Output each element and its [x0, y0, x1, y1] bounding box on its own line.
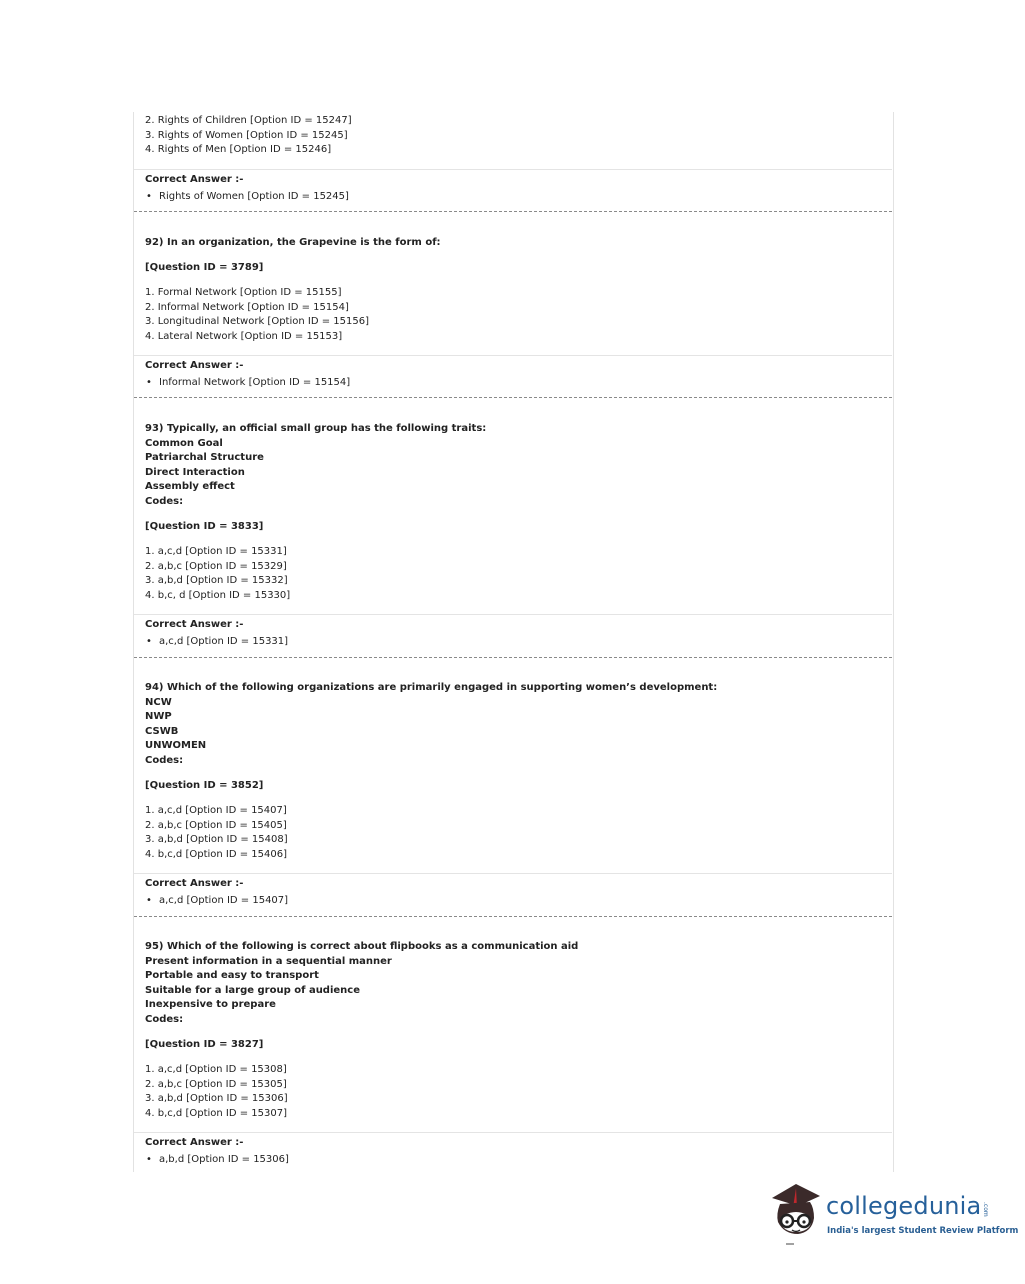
- correct-answer: • a,c,d [Option ID = 15407]: [145, 894, 885, 909]
- option: 1. a,c,d [Option ID = 15331]: [145, 546, 287, 557]
- question-id-block: [145, 520, 885, 535]
- mascot-icon: [766, 1178, 824, 1248]
- logo-wordmark: collegedunia: [826, 1192, 982, 1220]
- correct-answer-label: Correct Answer :-: [145, 174, 244, 185]
- option: 1. a,c,d [Option ID = 15308]: [145, 1064, 287, 1075]
- option: 1. Formal Network [Option ID = 15155]: [145, 287, 342, 298]
- question-title: 94) Which of the following organizations are primarily engaged in supporting women’s development:: [145, 682, 718, 693]
- question-item: Inexpensive to prepare: [145, 999, 276, 1011]
- correct-answer: • a,b,d [Option ID = 15306]: [145, 1153, 885, 1168]
- question-item: Direct Interaction: [145, 466, 245, 478]
- correct-answer-label: Correct Answer :-: [145, 360, 244, 371]
- option: 2. Rights of Children [Option ID = 15247]: [145, 115, 352, 126]
- correct-answer-block: [145, 1136, 885, 1167]
- correct-answer-label: Correct Answer :-: [145, 619, 244, 630]
- question-id: [Question ID = 3852]: [145, 780, 264, 791]
- question-item: UNWOMEN: [145, 740, 207, 752]
- options-list: [145, 545, 885, 603]
- option: 2. Informal Network [Option ID = 15154]: [145, 301, 349, 313]
- question-item: Codes:: [145, 1013, 184, 1025]
- question-separator: [134, 916, 892, 917]
- question-separator: [134, 211, 892, 212]
- option: 2. a,b,c [Option ID = 15329]: [145, 560, 287, 572]
- options-list: [145, 114, 885, 158]
- question-id-block: [145, 779, 885, 794]
- question-item: Portable and easy to transport: [145, 970, 319, 982]
- logo-suffix: .com: [982, 1202, 989, 1217]
- section-divider: [134, 614, 892, 615]
- question-item: NWP: [145, 711, 172, 723]
- question-item: Codes:: [145, 754, 184, 766]
- question-id: [Question ID = 3833]: [145, 521, 264, 532]
- option: 1. a,c,d [Option ID = 15407]: [145, 805, 287, 816]
- question-separator: [134, 657, 892, 658]
- option: 3. a,b,d [Option ID = 15408]: [145, 834, 288, 846]
- options-list: [145, 286, 885, 344]
- question-separator: [134, 397, 892, 398]
- option: 3. a,b,d [Option ID = 15332]: [145, 575, 288, 587]
- correct-answer-block: [145, 359, 885, 390]
- question-stem: [145, 681, 885, 769]
- option: 3. Rights of Women [Option ID = 15245]: [145, 129, 348, 141]
- question-item: Patriarchal Structure: [145, 452, 264, 464]
- correct-answer-label: Correct Answer :-: [145, 1137, 244, 1148]
- option: 3. a,b,d [Option ID = 15306]: [145, 1093, 288, 1105]
- correct-answer: • Informal Network [Option ID = 15154]: [145, 376, 885, 391]
- correct-answer-block: [145, 173, 885, 204]
- question-item: Assembly effect: [145, 481, 235, 493]
- question-item: Present information in a sequential manner: [145, 955, 392, 967]
- option: 3. Longitudinal Network [Option ID = 15156]: [145, 316, 369, 328]
- option: 4. Lateral Network [Option ID = 15153]: [145, 330, 343, 342]
- question-id-block: [145, 1038, 885, 1053]
- correct-answer: • a,c,d [Option ID = 15331]: [145, 635, 885, 650]
- correct-answer-block: [145, 618, 885, 649]
- question-item: NCW: [145, 696, 172, 708]
- question-title: 92) In an organization, the Grapevine is the form of:: [145, 237, 441, 248]
- option: 4. Rights of Men [Option ID = 15246]: [145, 144, 332, 156]
- section-divider: [134, 169, 892, 170]
- question-item: CSWB: [145, 725, 179, 737]
- option: 4. b,c,d [Option ID = 15406]: [145, 848, 288, 860]
- option: 2. a,b,c [Option ID = 15405]: [145, 819, 287, 831]
- section-divider: [134, 1132, 892, 1133]
- option: 2. a,b,c [Option ID = 15305]: [145, 1078, 287, 1090]
- question-item: Suitable for a large group of audience: [145, 984, 361, 996]
- section-divider: [134, 355, 892, 356]
- question-title: 93) Typically, an official small group has the following traits:: [145, 423, 487, 434]
- options-list: [145, 804, 885, 862]
- question-title: 95) Which of the following is correct about flipbooks as a communication aid: [145, 941, 579, 952]
- question-id: [Question ID = 3827]: [145, 1039, 264, 1050]
- logo-tagline: India's largest Student Review Platform: [827, 1226, 1019, 1236]
- correct-answer-label: Correct Answer :-: [145, 878, 244, 889]
- question-stem: [145, 422, 885, 510]
- question-id: [Question ID = 3789]: [145, 262, 264, 273]
- correct-answer: • Rights of Women [Option ID = 15245]: [145, 190, 885, 205]
- collegedunia-logo: [766, 1178, 1019, 1248]
- question-id-block: [145, 261, 885, 276]
- question-item: Common Goal: [145, 437, 223, 449]
- correct-answer-block: [145, 877, 885, 908]
- options-list: [145, 1063, 885, 1121]
- question-stem: [145, 940, 885, 1028]
- section-divider: [134, 873, 892, 874]
- question-stem: [145, 236, 885, 251]
- option: 4. b,c, d [Option ID = 15330]: [145, 589, 291, 601]
- question-item: Codes:: [145, 495, 184, 507]
- option: 4. b,c,d [Option ID = 15307]: [145, 1107, 288, 1119]
